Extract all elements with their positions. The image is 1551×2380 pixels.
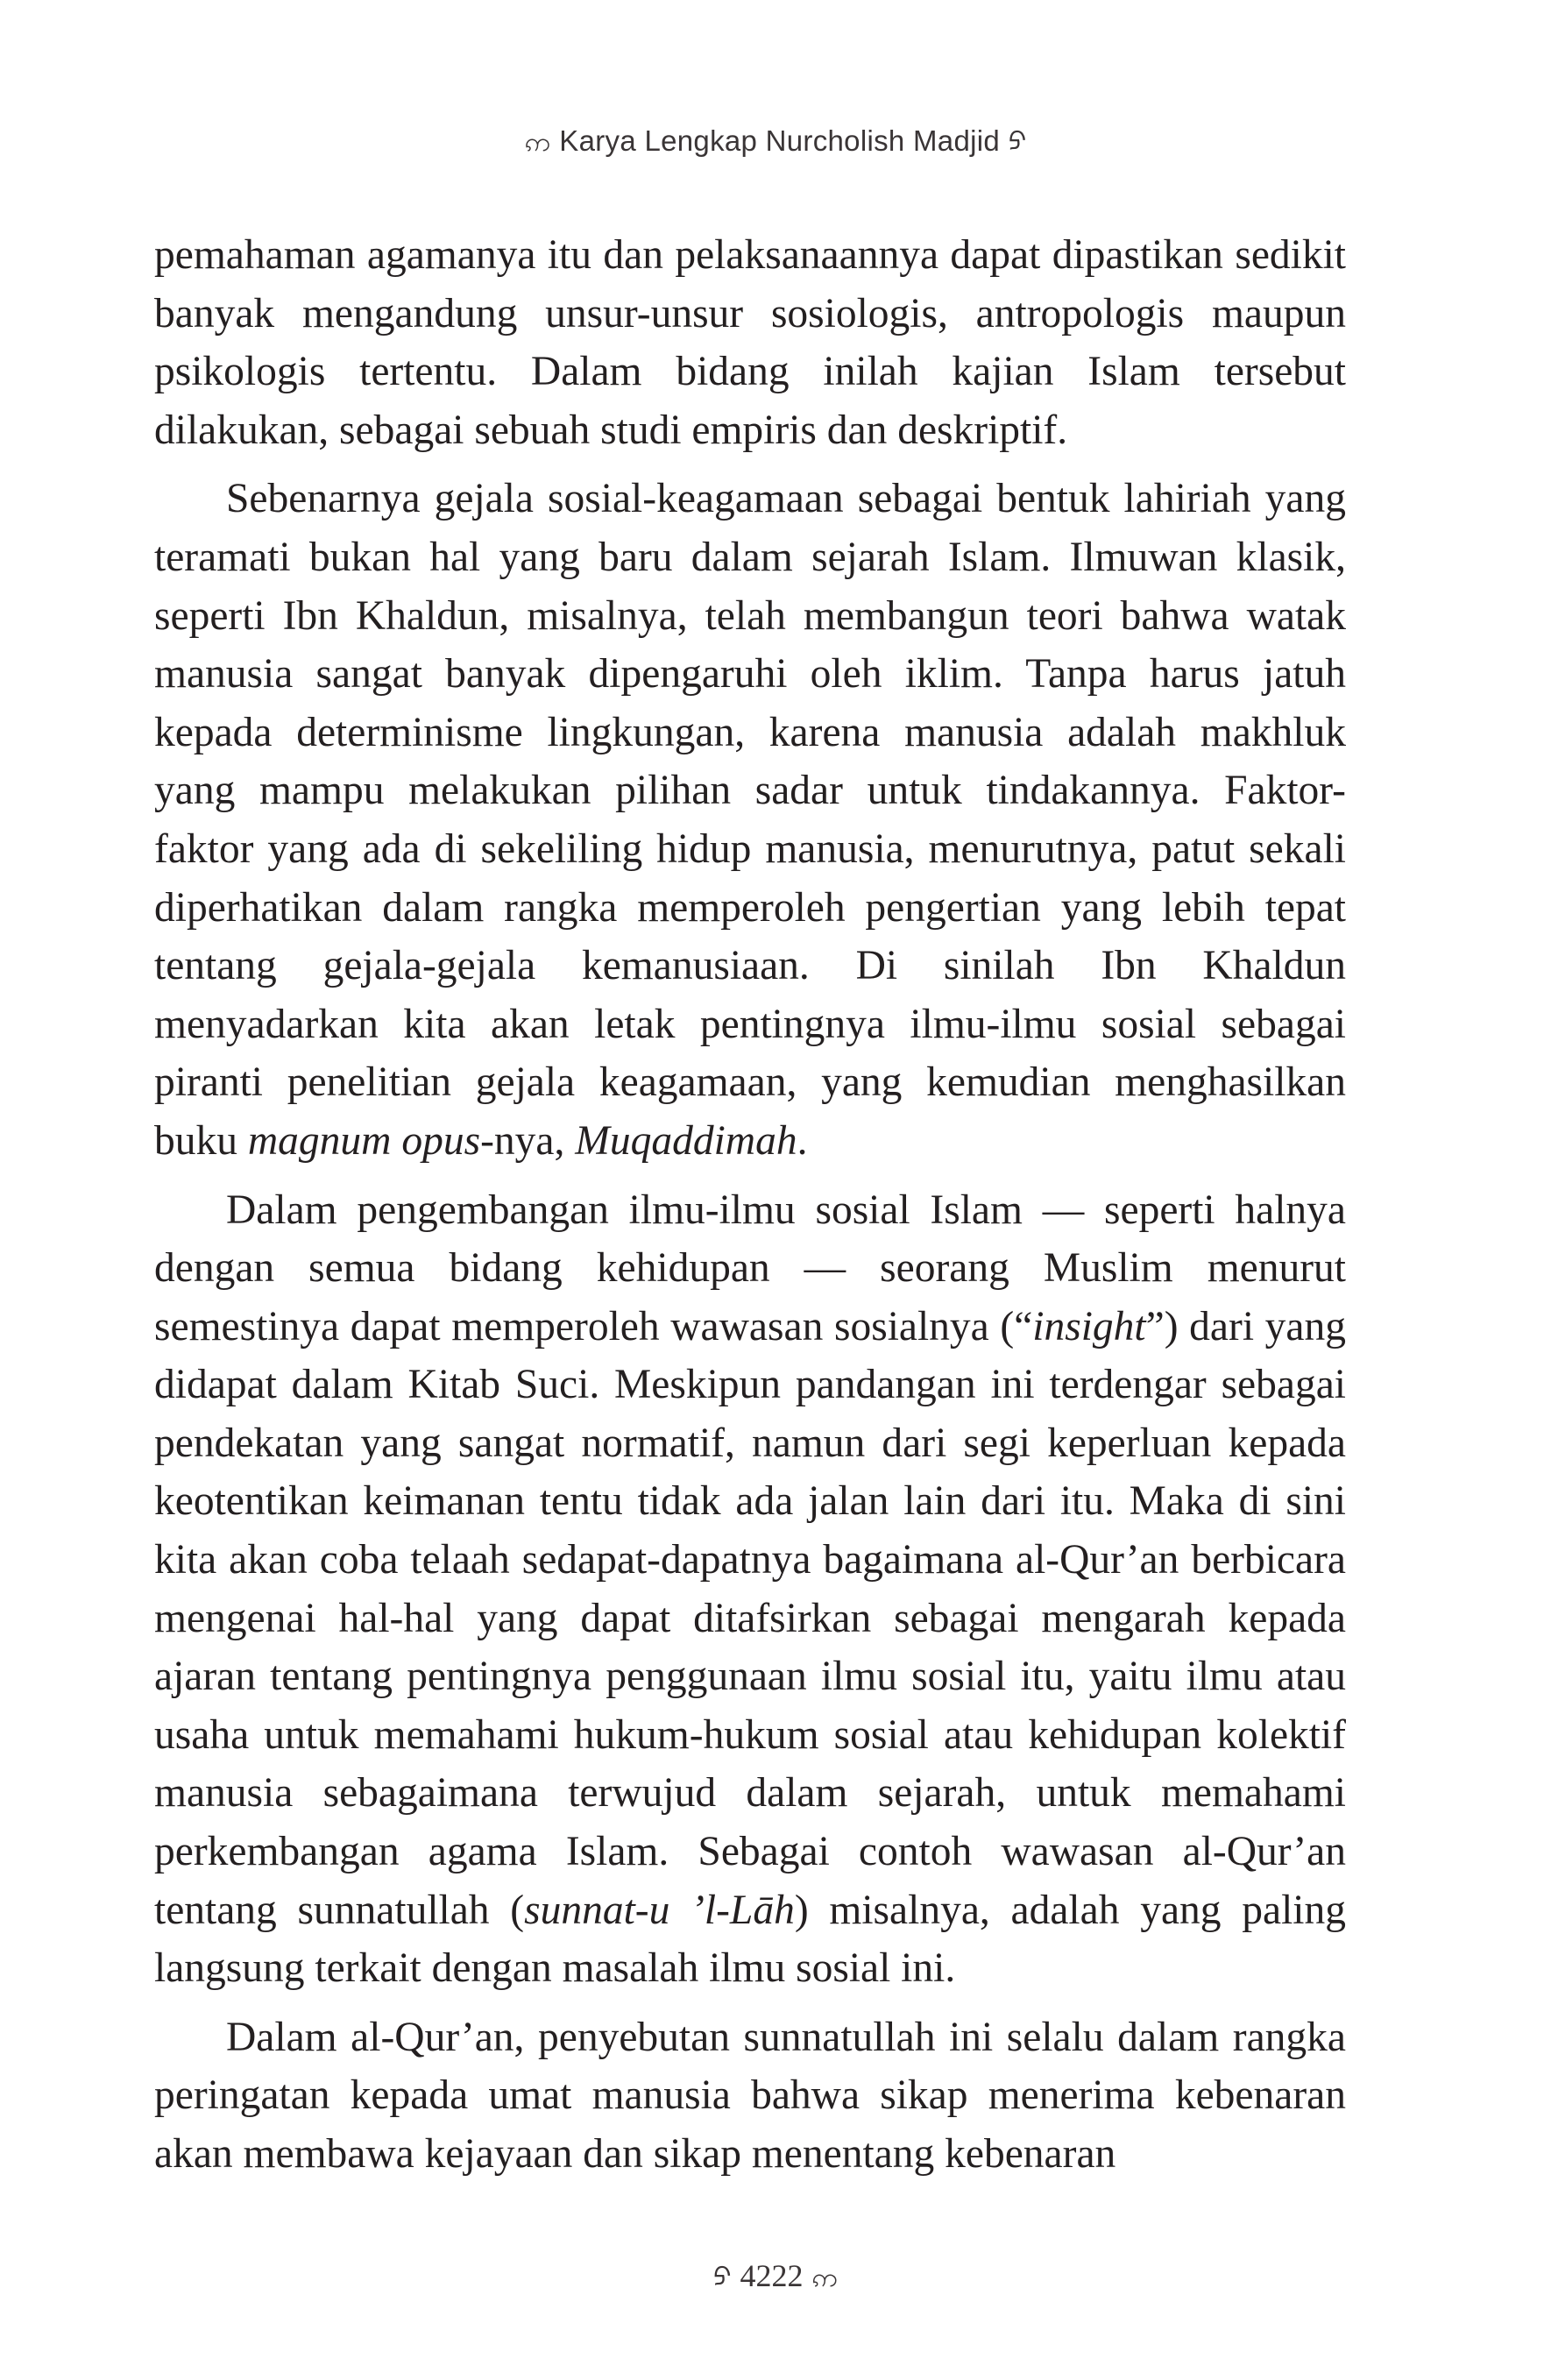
paragraph-3-text-2: ”) dari yang didapat dalam Kitab Suci. Meskipun pandangan ini terdengar sebagai pendekatan yang sangat normatif, namun dari segi keperluan kepada keotentikan keimanan tentu tidak ada jalan lain dari itu. Maka di sini kita akan coba telaah sedapat-dapatnya bagaimana al-Qur’an berbicara mengenai hal-hal yang dapat ditafsirkan sebagai mengarah kepada ajaran tentang pentingnya penggunaan ilmu sosial itu, yaitu ilmu atau usaha untuk memahami hukum-hukum sosial atau kehidupan kolektif manusia sebagaimana terwujud dalam sejarah, untuk memahami perkembangan agama Islam. Sebagai contoh wawasan al-Qur’an tentang sunnatullah ( [154,1303,1346,1933]
paragraph-3 [154,1181,1346,1998]
paragraph-3-text-3: ) misalnya, adalah yang paling langsung terkait dengan masalah ilmu sosial ini. [154,1887,1347,1992]
running-header [0,112,1551,164]
paragraph-2-text-3: . [797,1117,808,1164]
paragraph-3-italic-1: insight [1032,1303,1146,1349]
fleuron-left-icon: ᠫ [713,2263,732,2293]
body-text [154,226,1346,2194]
page-footer [0,2248,1551,2299]
paragraph-2 [154,470,1346,1170]
paragraph-2-text-2: -nya, [480,1117,576,1164]
paragraph-1 [154,226,1346,459]
page-number: 4222 [740,2258,804,2293]
fleuron-right-icon: ဢ [811,2263,838,2293]
paragraph-2-italic-1: magnum opus [247,1117,481,1164]
paragraph-3-italic-2: sunnat-u ’l-Lāh [524,1887,795,1933]
fleuron-left-icon: ဢ [524,127,551,158]
paragraph-2-text-1: Sebenarnya gejala sosial-keagamaan sebagai bentuk lahiriah yang teramati bukan hal yang baru dalam sejarah Islam. Ilmuwan klasik, seperti Ibn Khaldun, misalnya, telah membangun teori bahwa watak manusia sangat banyak dipengaruhi oleh iklim. Tanpa harus jatuh kepada determinisme lingkungan, karena manusia adalah makhluk yang mampu melakukan pilihan sadar untuk tindakannya. Faktor-faktor yang ada di sekeliling hidup manusia, menurutnya, patut sekali diperhatikan dalam rangka memperoleh pengertian yang lebih tepat tentang gejala-gejala kemanusiaan. Di sinilah Ibn Khaldun menyadarkan kita akan letak pentingnya ilmu-ilmu sosial sebagai piranti penelitian gejala keagamaan, yang kemudian menghasilkan buku [154,476,1346,1164]
book-title: Karya Lengkap Nurcholish Madjid [559,124,1001,157]
paragraph-4-text: Dalam al-Qur’an, penyebutan sunnatullah ini selalu dalam rangka peringatan kepada umat manusia bahwa sikap menerima kebenaran akan membawa kejayaan dan sikap menentang kebenaran [154,2014,1346,2177]
paragraph-2-italic-2: Muqaddimah [575,1117,797,1164]
fleuron-right-icon: ᠫ [1009,127,1027,158]
paragraph-4 [154,2008,1346,2184]
paragraph-1-text: pemahaman agamanya itu dan pelaksanaannya dapat dipastikan sedikit banyak mengandung unsur-unsur sosiologis, antropologis maupun psikologis tertentu. Dalam bidang inilah kajian Islam tersebut dilakukan, sebagai sebuah studi empiris dan deskriptif. [154,232,1346,453]
paragraph-3-text-1: Dalam pengembangan ilmu-ilmu sosial Islam — seperti halnya dengan semua bidang kehidupan — seorang Muslim menurut semestinya dapat memperoleh wawasan sosialnya (“ [154,1186,1346,1349]
